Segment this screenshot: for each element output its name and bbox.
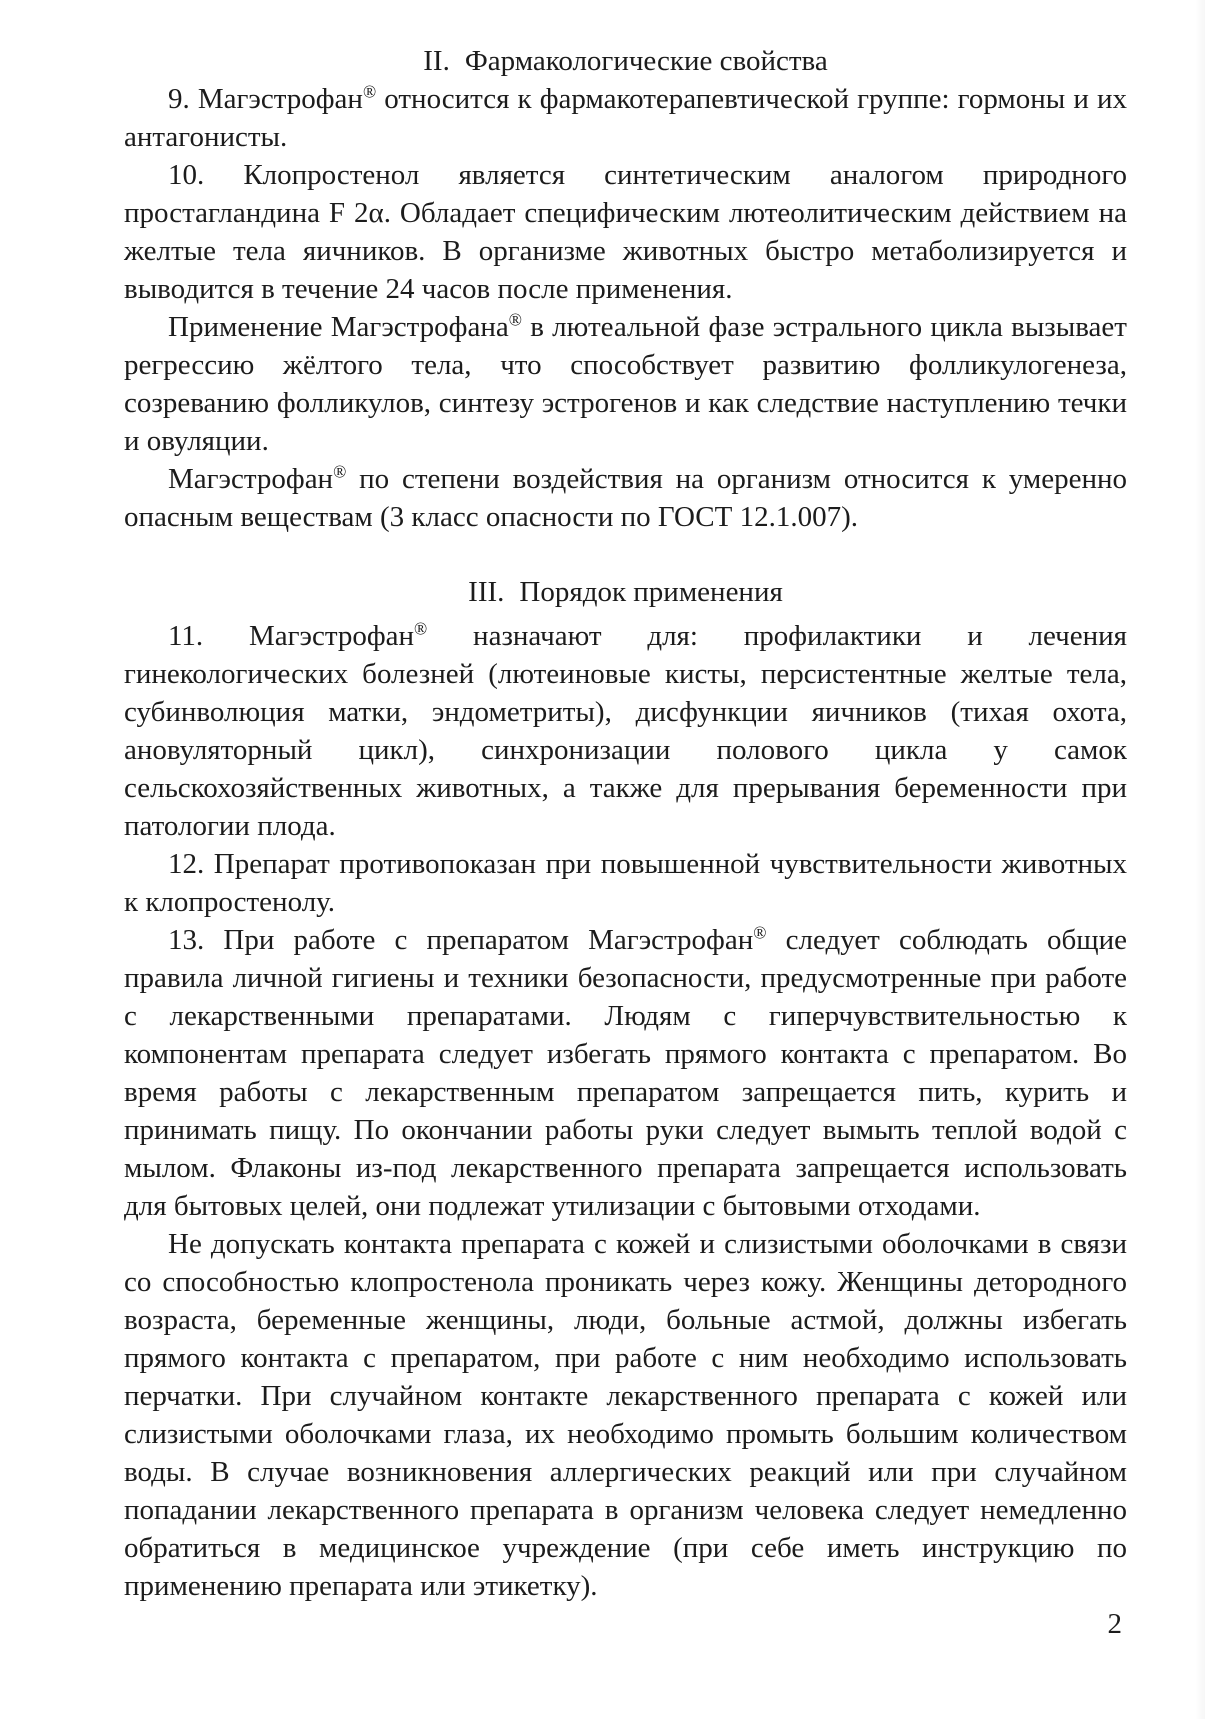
registered-trademark: ® bbox=[362, 81, 377, 102]
heading-title: Порядок применения bbox=[519, 576, 783, 608]
section-heading bbox=[124, 573, 1127, 611]
text-block bbox=[124, 42, 1127, 1643]
body-paragraph: 11. Магэстрофан® назначают для: профилактики и лечения гинекологических болезней (лютеиновые кисты, персистентные желтые тела, субинволюция матки, эндометриты), дисфункции яичников (тихая охота, ановуляторный цикл), синхронизации полового цикла у самок сельскохозяйственных животных, а также для прерывания беременности при патологии плода. bbox=[124, 618, 1127, 842]
registered-trademark: ® bbox=[753, 922, 767, 943]
body-paragraph: Магэстрофан® по степени воздействия на организм относится к умеренно опасным веществам (3 класс опасности по ГОСТ 12.1.007). bbox=[124, 461, 1127, 533]
page-number: 2 bbox=[1107, 1608, 1122, 1640]
body-paragraph: Не допускать контакта препарата с кожей и слизистыми оболочками в связи со способностью клопростенола проникать через кожу. Женщины детородного возраста, беременные женщины, люди, больные астмой, должны избегать прямого контакта с препаратом, при работе с ним необходимо использовать перчатки. При случайном контакте лекарственного препарата с кожей или слизистыми оболочками глаза, их необходимо промыть большим количеством воды. В случае возникновения аллергических реакций или при случайном попадании лекарственного препарата в организм человека следует немедленно обратиться в медицинское учреждение (при себе иметь инструкцию по применению препарата или этикетку). bbox=[124, 1228, 1127, 1602]
body-paragraph: Применение Магэстрофана® в лютеальной фазе эстрального цикла вызывает регрессию жёлтого тела, что способствует развитию фолликулогенеза, созреванию фолликулов, синтезу эстрогенов и как следствие наступлению течки и овуляции. bbox=[124, 309, 1127, 457]
section-heading bbox=[124, 42, 1127, 80]
section-ii bbox=[124, 42, 1127, 536]
registered-trademark: ® bbox=[333, 461, 347, 482]
body-paragraph: 10. Клопростенол является синтетическим аналогом природного простагландина F 2α. Обладает специфическим лютеолитическим действием на желтые тела яичников. В организме животных быстро метаболизируется и выводится в течение 24 часов после применения. bbox=[124, 159, 1127, 305]
body-paragraph: 12. Препарат противопоказан при повышенной чувствительности животных к клопростенолу. bbox=[124, 848, 1127, 918]
heading-numeral: III. bbox=[468, 576, 505, 608]
heading-numeral: II. bbox=[423, 45, 450, 77]
registered-trademark: ® bbox=[414, 618, 428, 639]
sections-root bbox=[124, 42, 1127, 1605]
heading-title: Фармакологические свойства bbox=[464, 45, 828, 77]
section-iii bbox=[124, 573, 1127, 1605]
registered-trademark: ® bbox=[508, 309, 522, 330]
body-paragraph: 13. При работе с препаратом Магэстрофан® следует соблюдать общие правила личной гигиены и техники безопасности, предусмотренные при работе с лекарственными препаратами. Людям с гиперчувствительностью к компонентам препарата следует избегать прямого контакта с препаратом. Во время работы с лекарственным препаратом запрещается пить, курить и принимать пищу. По окончании работы руки следует вымыть теплой водой с мылом. Флаконы из-под лекарственного препарата запрещается использовать для бытовых целей, они подлежат утилизации с бытовыми отходами. bbox=[124, 922, 1127, 1222]
body-paragraph: 9. Магэстрофан® относится к фармакотерапевтической группе: гормоны и их антагонисты. bbox=[124, 81, 1127, 153]
